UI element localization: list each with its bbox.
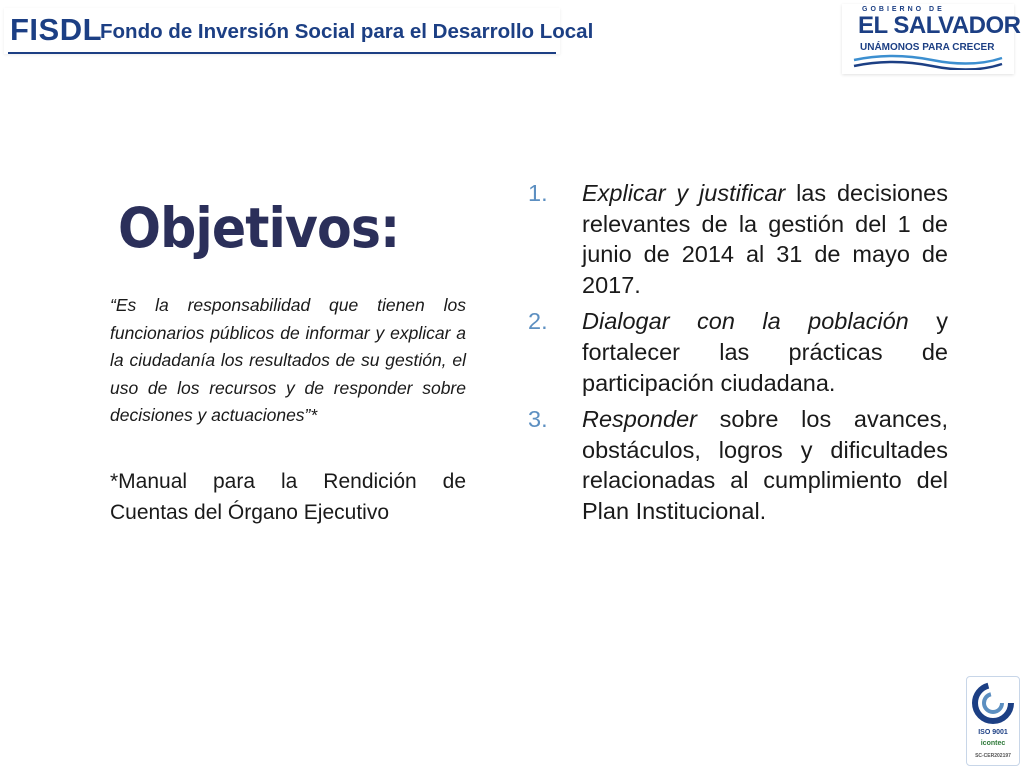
objective-item	[528, 404, 948, 526]
waves-icon	[852, 54, 1004, 70]
certificate-number: SC-CER202197	[975, 753, 1011, 759]
objective-rest: sobre los avances, obstáculos, logros y dificultades relacionadas al cumplimiento del Plan Institucional.	[582, 406, 948, 524]
fisdl-full-name: Fondo de Inversión Social para el Desarrollo Local	[100, 20, 594, 43]
objective-lead: Explicar y justificar	[582, 180, 786, 206]
objective-number: 2.	[528, 308, 548, 335]
banner-divider	[8, 52, 556, 54]
objective-lead: Dialogar con la población	[582, 308, 909, 335]
fisdl-acronym: FISDL	[10, 12, 103, 47]
fisdl-logo-banner	[4, 8, 594, 54]
iso-standard-label: ISO 9001	[978, 729, 1008, 736]
gov-small-label: GOBIERNO DE	[862, 6, 945, 13]
objective-item	[528, 306, 948, 398]
el-salvador-government-logo	[842, 4, 1021, 74]
gov-slogan: UNÁMONOS PARA CRECER	[860, 42, 995, 53]
slide-title: Objetivos:	[118, 196, 400, 260]
objective-number: 1.	[528, 180, 548, 206]
objective-number: 3.	[528, 406, 548, 433]
gov-title: EL SALVADOR	[858, 12, 1021, 39]
objective-text	[582, 178, 948, 300]
objective-rest: y fortalecer las prácticas de participación ciudadana.	[582, 308, 948, 396]
definition-quote: “Es la responsabilidad que tienen los funcionarios públicos de informar y explicar a la ciudadanía los resultados de su gestión, el uso de los recursos y de responder sobre decisiones y actuaciones”*	[110, 295, 466, 426]
icontec-logo-icon	[967, 677, 1019, 727]
objective-text	[582, 404, 948, 526]
quote-source: *Manual para la Rendición de Cuentas del Órgano Ejecutivo	[110, 470, 466, 524]
iso-certification-badge	[966, 676, 1020, 766]
objectives-list	[528, 178, 948, 533]
icontec-brand-label: icontec	[980, 740, 1006, 747]
objective-item	[528, 178, 948, 300]
objective-rest: las decisiones relevantes de la gestión del 1 de junio de 2014 al 31 de mayo de 2017.	[582, 180, 948, 298]
objective-text	[582, 306, 948, 398]
objective-lead: Responder	[582, 406, 697, 433]
